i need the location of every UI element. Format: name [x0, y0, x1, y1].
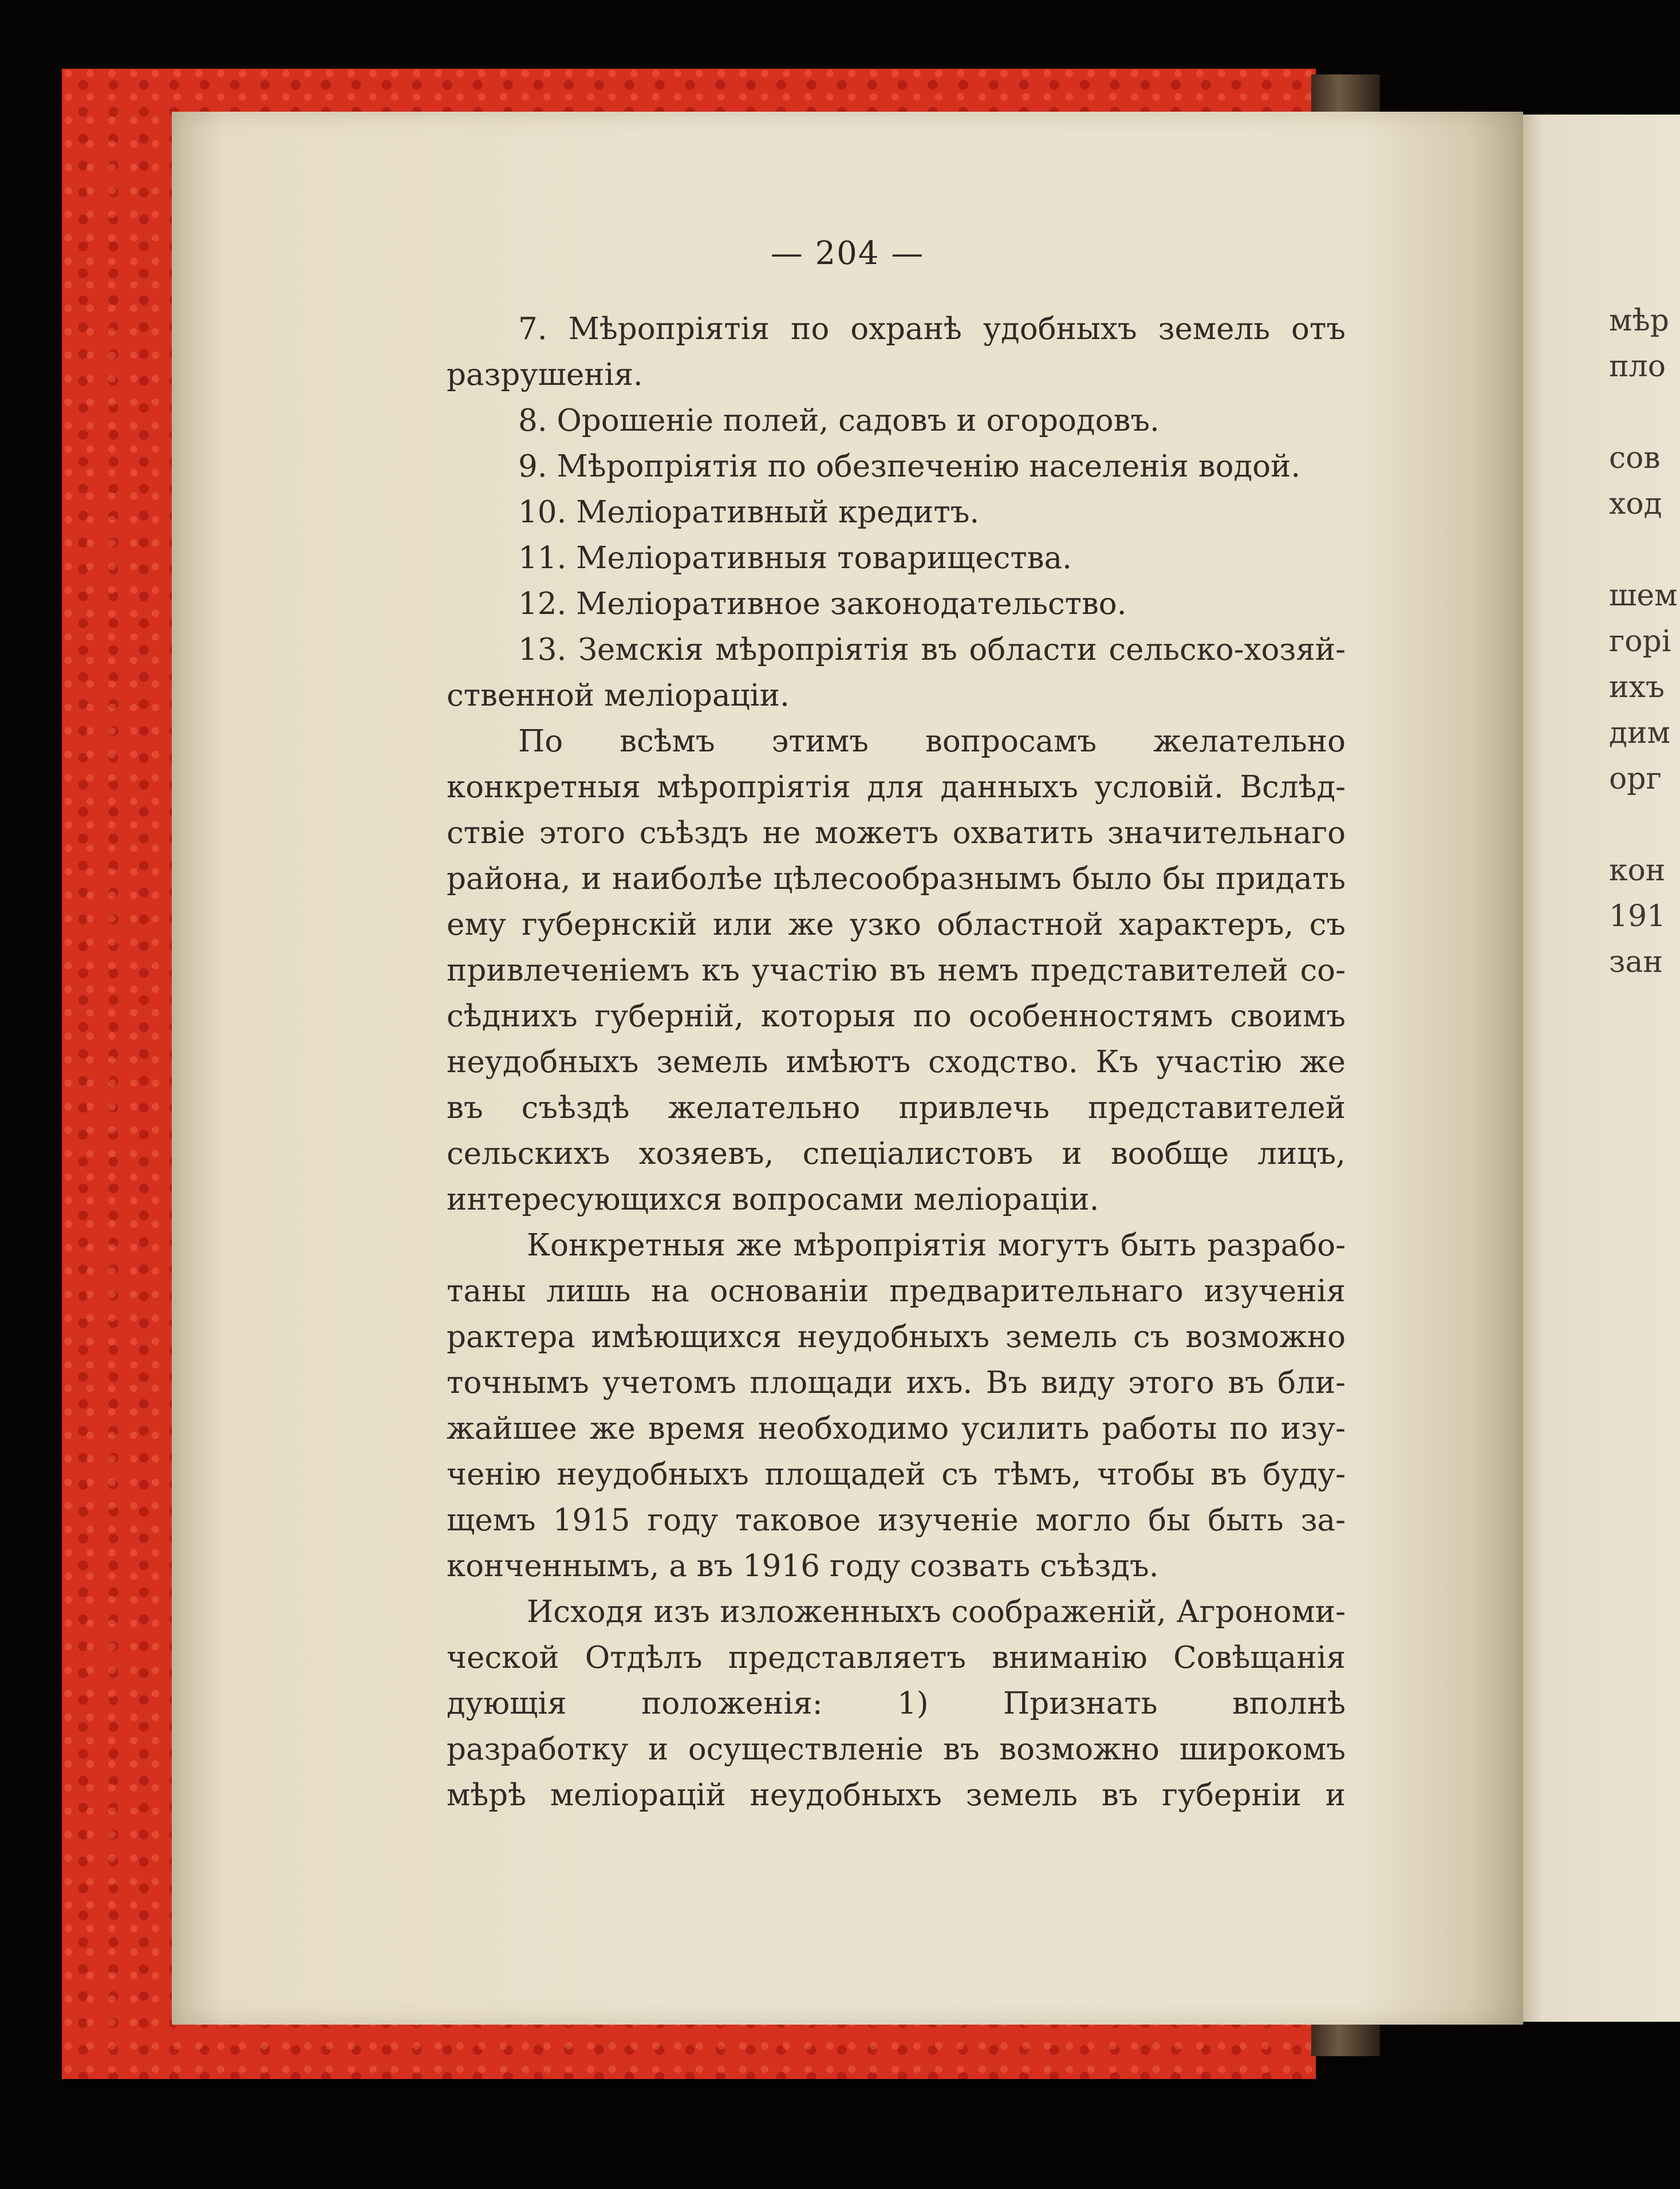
text-line: жайшее же время необходимо усилить работы по изу-	[447, 1411, 1346, 1446]
next-page-fragment: кон	[1609, 853, 1666, 888]
text-line: конченнымъ, а въ 1916 году созвать съѣздъ.	[447, 1549, 1159, 1584]
text-line: 12. Меліоративное законодательство.	[518, 586, 1127, 621]
text-line: въ съѣздѣ желательно привлечь представителей	[447, 1090, 1346, 1125]
book-page	[172, 112, 1523, 2025]
text-line: сѣднихъ губерній, которыя по особенностямъ своимъ	[447, 999, 1346, 1034]
page-text	[447, 306, 1346, 1818]
text-line: разрушенія.	[447, 357, 643, 392]
next-page-edge	[1523, 115, 1680, 2022]
text-line: По всѣмъ этимъ вопросамъ желательно	[518, 724, 1346, 759]
text-line: таны лишь на основаніи предварительнаго изученія	[447, 1274, 1346, 1309]
next-page-fragment: пло	[1609, 349, 1666, 384]
text-line: точнымъ учетомъ площади ихъ. Въ виду этого въ бли-	[447, 1365, 1346, 1400]
text-line: района, и наиболѣе цѣлесообразнымъ было бы придать	[447, 861, 1346, 896]
page-number: — 204 —	[770, 235, 925, 272]
text-line: мѣрѣ меліорацій неудобныхъ земель въ губерніи и	[447, 1778, 1346, 1813]
text-line: 7. Мѣропріятія по охранѣ удобныхъ земель отъ	[518, 312, 1346, 347]
next-page-fragment: ихъ	[1609, 670, 1665, 704]
text-line: 13. Земскія мѣропріятія въ области сельско-хозяй-	[518, 632, 1346, 667]
next-page-fragment: орг	[1609, 762, 1662, 796]
next-page-fragment: дим	[1609, 716, 1671, 750]
text-line: дующія положенія: 1) Признать вполнѣ	[447, 1686, 1346, 1721]
next-page-fragment: зан	[1609, 945, 1663, 979]
text-line: привлеченіемъ къ участію въ немъ представителей со-	[447, 953, 1346, 988]
text-line: ченію неудобныхъ площадей съ тѣмъ, чтобы въ буду-	[447, 1457, 1346, 1492]
text-line: сельскихъ хозяевъ, спеціалистовъ и вообще лицъ,	[447, 1136, 1346, 1171]
next-page-fragment: горі	[1609, 624, 1671, 659]
next-page-fragment: мѣр	[1609, 304, 1670, 338]
next-page-fragment: 191	[1609, 899, 1666, 934]
text-line: 10. Меліоративный кредитъ.	[518, 495, 980, 530]
text-line: ствіе этого съѣздъ не можетъ охватить значительнаго	[447, 816, 1346, 851]
next-page-fragment: шем	[1609, 578, 1678, 613]
next-page-fragment: ход	[1609, 487, 1662, 521]
text-line: ственной меліораціи.	[447, 678, 790, 713]
text-line: рактера имѣющихся неудобныхъ земель съ возможно	[447, 1320, 1346, 1355]
text-line: конкретныя мѣропріятія для данныхъ условій. Вслѣд-	[447, 770, 1346, 805]
text-line: ческой Отдѣлъ представляетъ вниманію Совѣщанія	[447, 1640, 1346, 1675]
text-line: интересующихся вопросами меліораціи.	[447, 1182, 1099, 1217]
text-line: Конкретныя же мѣропріятія могутъ быть разрабо-	[527, 1228, 1346, 1263]
text-line: разработку и осуществленіе въ возможно широкомъ	[447, 1732, 1346, 1767]
text-line: Исходя изъ изложенныхъ соображеній, Агрономи-	[527, 1594, 1346, 1629]
text-line: 8. Орошеніе полей, садовъ и огородовъ.	[518, 403, 1160, 438]
text-line: неудобныхъ земель имѣютъ сходство. Къ участію же	[447, 1045, 1346, 1080]
next-page-fragment: сов	[1609, 441, 1661, 475]
text-line: 11. Меліоративныя товарищества.	[518, 541, 1072, 576]
text-line: 9. Мѣропріятія по обезпеченію населенія водой.	[518, 449, 1301, 484]
text-line: щемъ 1915 году таковое изученіе могло бы быть за-	[447, 1503, 1346, 1538]
text-line: ему губернскій или же узко областной характеръ, съ	[447, 907, 1346, 942]
